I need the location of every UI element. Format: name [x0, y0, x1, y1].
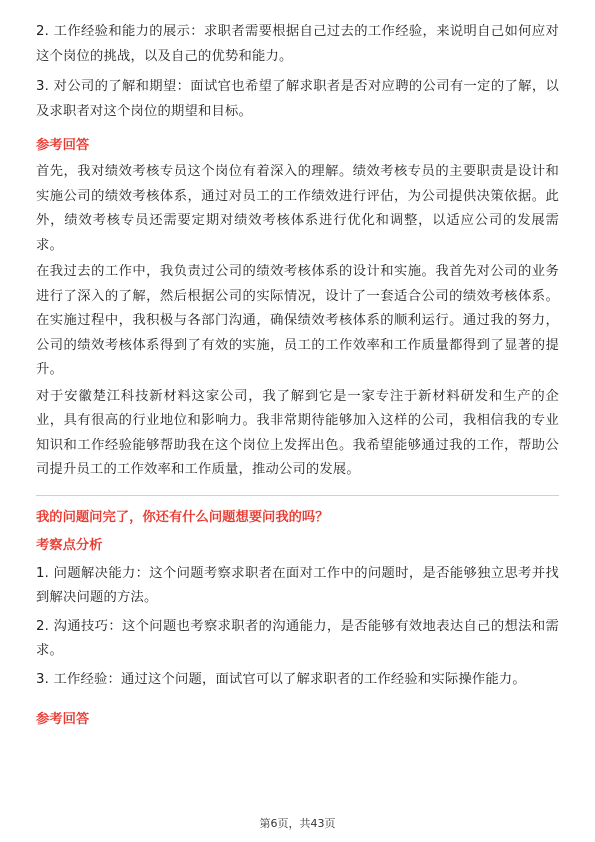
list-item: 2. 沟通技巧：这个问题也考察求职者的沟通能力，是否能够有效地表达自己的想法和需求。 [36, 618, 559, 658]
analysis-heading: 考察点分析 [36, 537, 103, 553]
list-item: 3. 工作经验：通过这个问题，面试官可以了解求职者的工作经验和实际操作能力。 [36, 671, 526, 687]
answer-paragraph: 在我过去的工作中，我负责过公司的绩效考核体系的设计和实施。我首先对公司的业务进行了深入的了解，然后根据公司的实际情况，设计了一套适合公司的绩效考核体系。在实施过程中，我积极与各部门沟通，确保绩效考核体系的顺利运行。通过我的努力，公司的绩效考核体系得到了有效的实施，员工的工作效率和工作质量都得到了显著的提升。 [36, 264, 559, 377]
reference-answer-heading: 参考回答 [36, 712, 90, 727]
answer-paragraph: 首先，我对绩效考核专员这个岗位有着深入的理解。绩效考核专员的主要职责是设计和实施公司的绩效考核体系，通过对员工的工作绩效进行评估，为公司提供决策依据。此外，绩效考核专员还需要定期对绩效考核体系进行优化和调整，以适应公司的发展需求。 [36, 164, 559, 253]
list-item: 3. 对公司的了解和期望：面试官也希望了解求职者是否对应聘的公司有一定的了解，以及求职者对这个岗位的期望和目标。 [36, 79, 559, 119]
list-item: 2. 工作经验和能力的展示：求职者需要根据自己过去的工作经验，来说明自己如何应对这个岗位的挑战，以及自己的优势和能力。 [36, 24, 559, 64]
reference-answer-heading: 参考回答 [36, 138, 90, 153]
answer-paragraph: 对于安徽楚江科技新材料这家公司，我了解到它是一家专注于新材料研发和生产的企业，具有很高的行业地位和影响力。我非常期待能够加入这样的公司，我相信我的专业知识和工作经验能够帮助我在这个岗位上发挥出色。我希望能够通过我的工作，帮助公司提升员工的工作效率和工作质量，推动公司的发展。 [36, 388, 559, 477]
page-number: 第6页，共43页 [259, 817, 336, 830]
document-page [36, 0, 559, 732]
interview-question: 我的问题问完了，你还有什么问题想要问我的吗？ [36, 509, 329, 525]
list-item: 1. 问题解决能力：这个问题考察求职者在面对工作中的问题时，是否能够独立思考并找到解决问题的方法。 [36, 565, 559, 605]
